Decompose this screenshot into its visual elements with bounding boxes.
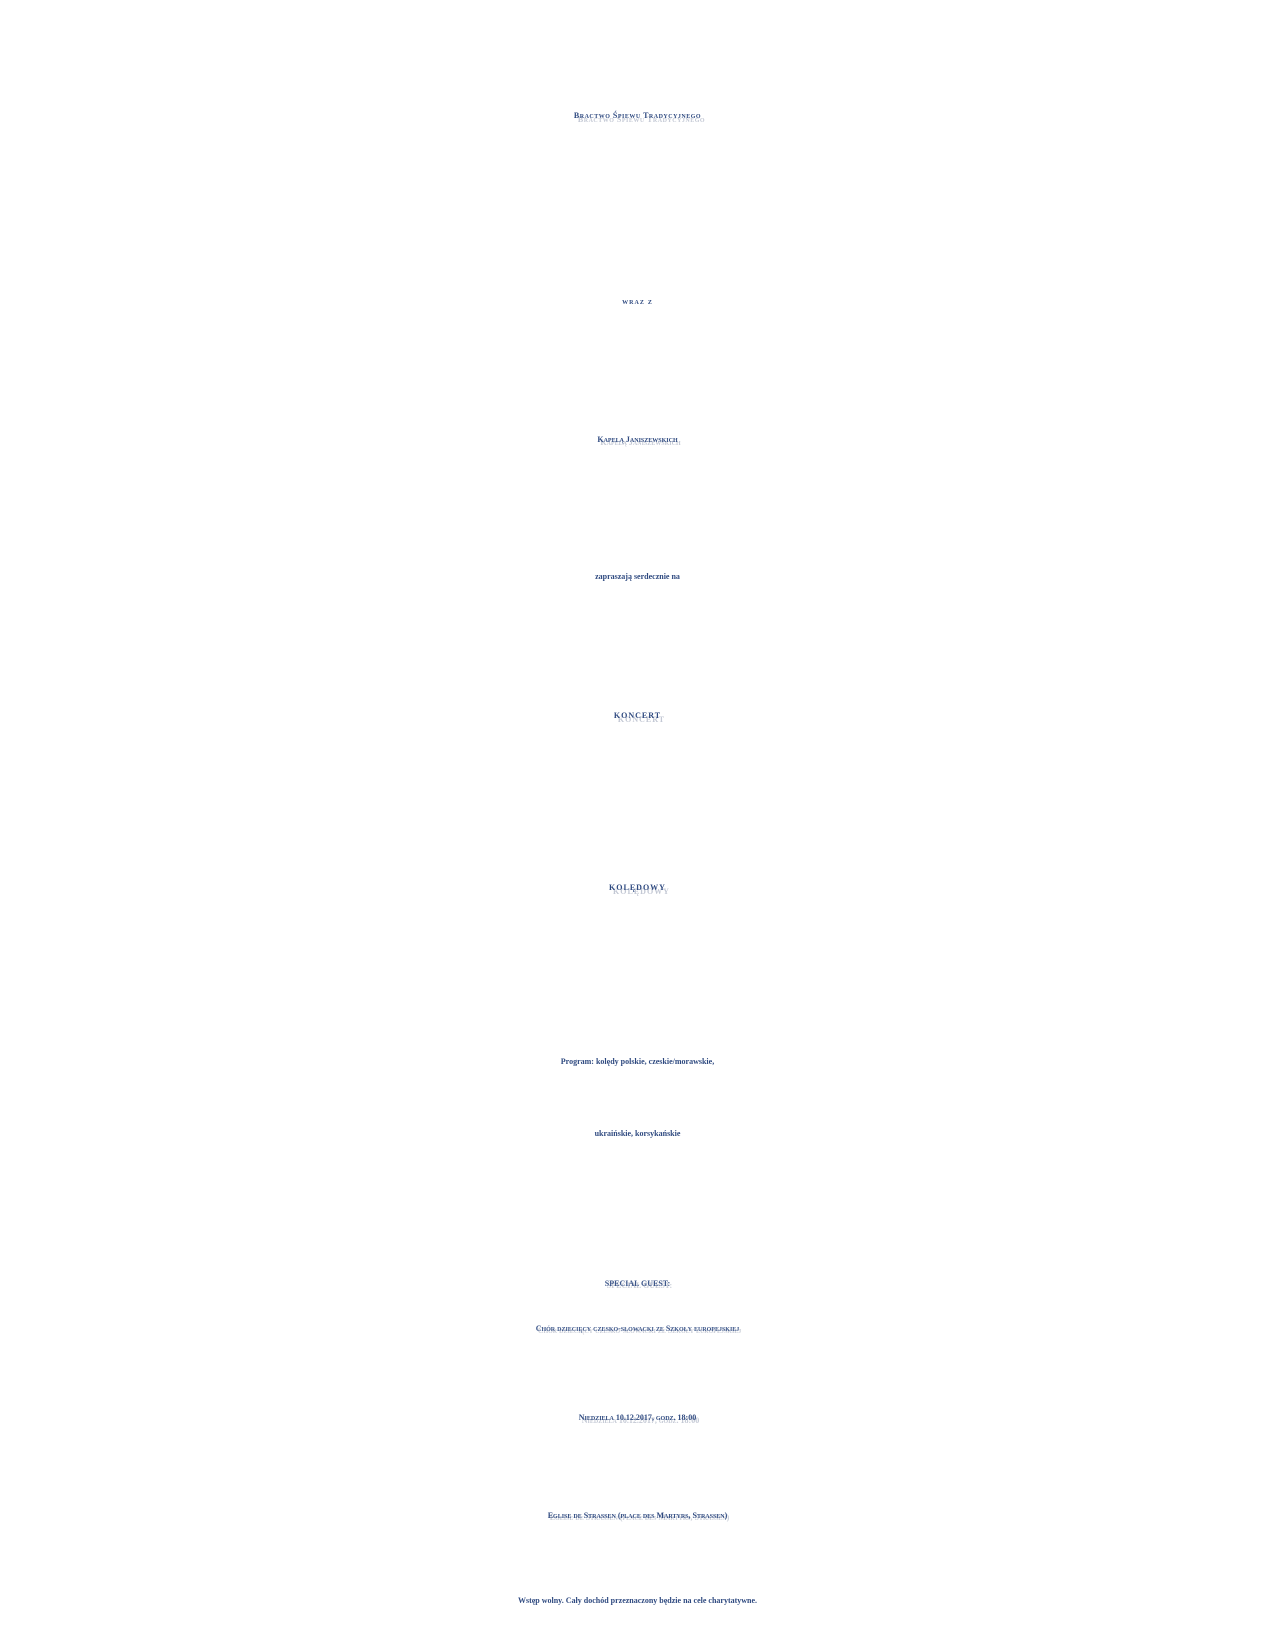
event-date: Niedziela 10.12.2017, godz. 18:00 [578, 1413, 697, 1422]
event-title-line2: KOLĘDOWY [609, 883, 666, 892]
admission-note: Wstęp wolny. Cały dochód przeznaczony będzie na cele charytatywne. [517, 1596, 758, 1605]
program-line1: Program: kolędy polskie, czeskie/morawskie, [560, 1057, 715, 1066]
invitation-text: zapraszają serdecznie na [595, 572, 680, 581]
event-venue: Eglise de Strassen (place des Martyrs, Strassen) [547, 1511, 728, 1520]
with-label: wraz z [622, 297, 653, 306]
event-title-line1: KONCERT [613, 711, 662, 720]
program-line2: ukraińskie, korsykańskie [594, 1129, 681, 1138]
partner-name: Kapelą Janiszewskich [597, 435, 678, 444]
organizer-title: Bractwo Śpiewu Tradycyjnego [573, 111, 702, 120]
special-guest-name: Chór dziecięcy czesko-słowacki ze Szkoły europejskiej [535, 1324, 740, 1333]
special-guest-heading: SPECIAL GUEST: [604, 1279, 671, 1288]
